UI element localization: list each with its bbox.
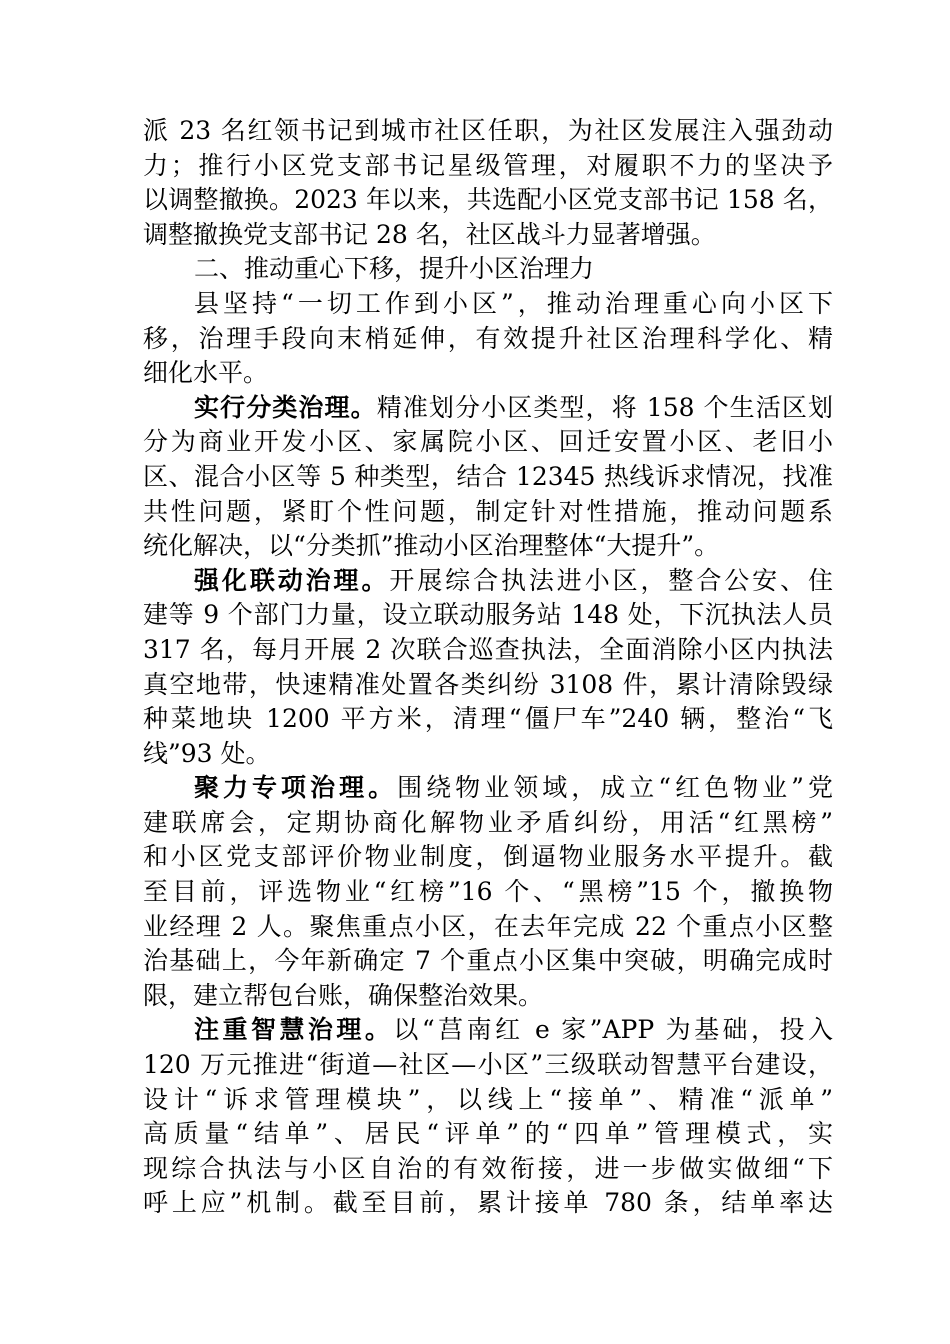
text-line: 真空地带，快速精准处置各类纠纷 3108 件，累计清除毁绿 xyxy=(143,669,833,699)
text-line: 细化水平。 xyxy=(143,358,269,388)
paragraph-lead-title: 实行分类治理。 xyxy=(194,392,377,422)
text-line: 现综合执法与小区自治的有效衔接，进一步做实做细“下 xyxy=(143,1153,833,1183)
paragraph-first-line xyxy=(143,1013,833,1048)
paragraph-text: 开展综合执法进小区，整合公安、住 xyxy=(389,565,833,595)
text-line: 呼上应”机制。截至目前，累计接单 780 条，结单率达 xyxy=(143,1188,833,1218)
text-line: 120 万元推进“街道—社区—小区”三级联动智慧平台建设， xyxy=(143,1050,833,1080)
text-line: 业经理 2 人。聚焦重点小区，在去年完成 22 个重点小区整 xyxy=(143,911,833,941)
paragraph-text: 以“莒南红 e 家”APP 为基础，投入 xyxy=(393,1015,833,1045)
paragraph-first-line xyxy=(143,391,833,426)
text-line: 限，建立帮包台账，确保整治效果。 xyxy=(143,980,544,1010)
text-line: 分为商业开发小区、家属院小区、回迁安置小区、老旧小 xyxy=(143,427,833,457)
text-line: 以调整撤换。2023 年以来，共选配小区党支部书记 158 名， xyxy=(143,185,833,215)
text-line: 统化解决，以“分类抓”推动小区治理整体“大提升”。 xyxy=(143,531,720,561)
paragraph-first-line xyxy=(143,771,833,806)
text-line: 共性问题，紧盯个性问题，制定针对性措施，推动问题系 xyxy=(143,496,833,526)
text-line: 建联席会，定期协商化解物业矛盾纠纷，用活“红黑榜” xyxy=(143,807,833,837)
text-line: 线”93 处。 xyxy=(143,738,271,768)
text-line: 317 名，每月开展 2 次联合巡查执法，全面消除小区内执法 xyxy=(143,634,833,664)
text-line: 移，治理手段向末梢延伸，有效提升社区治理科学化、精 xyxy=(143,323,833,353)
paragraph-lead-title: 强化联动治理。 xyxy=(194,565,390,595)
text-line: 和小区党支部评价物业制度，倒逼物业服务水平提升。截 xyxy=(143,842,833,872)
text-line: 县坚持“一切工作到小区”，推动治理重心向小区下 xyxy=(194,288,833,318)
paragraph-text: 围绕物业领域，成立“红色物业”党 xyxy=(397,773,833,803)
text-line: 派 23 名红领书记到城市社区任职，为社区发展注入强劲动 xyxy=(143,116,833,145)
text-line: 建等 9 个部门力量，设立联动服务站 148 处，下沉执法人员 xyxy=(143,600,833,630)
section-heading: 二、推动重心下移，提升小区治理力 xyxy=(194,254,595,284)
text-line: 高质量“结单”、居民“评单”的“四单”管理模式，实 xyxy=(143,1119,833,1149)
document-body xyxy=(143,114,833,1221)
paragraph-first-line xyxy=(143,564,833,599)
text-line: 区、混合小区等 5 种类型，结合 12345 热线诉求情况，找准 xyxy=(143,461,833,491)
text-line: 设计“诉求管理模块”，以线上“接单”、精准“派单” xyxy=(143,1084,833,1114)
paragraph-lead-title: 聚力专项治理。 xyxy=(194,773,398,803)
text-line: 调整撤换党支部书记 28 名，社区战斗力显著增强。 xyxy=(143,219,716,249)
text-line: 力；推行小区党支部书记星级管理，对履职不力的坚决予 xyxy=(143,150,833,180)
text-line: 治基础上，今年新确定 7 个重点小区集中突破，明确完成时 xyxy=(143,946,833,976)
text-line: 种菜地块 1200 平方米，清理“僵尸车”240 辆，整治“飞 xyxy=(143,704,833,734)
text-line: 至目前，评选物业“红榜”16 个、“黑榜”15 个，撤换物 xyxy=(143,877,833,907)
paragraph-text: 精准划分小区类型，将 158 个生活区划 xyxy=(376,392,833,422)
paragraph-lead-title: 注重智慧治理。 xyxy=(194,1015,394,1045)
